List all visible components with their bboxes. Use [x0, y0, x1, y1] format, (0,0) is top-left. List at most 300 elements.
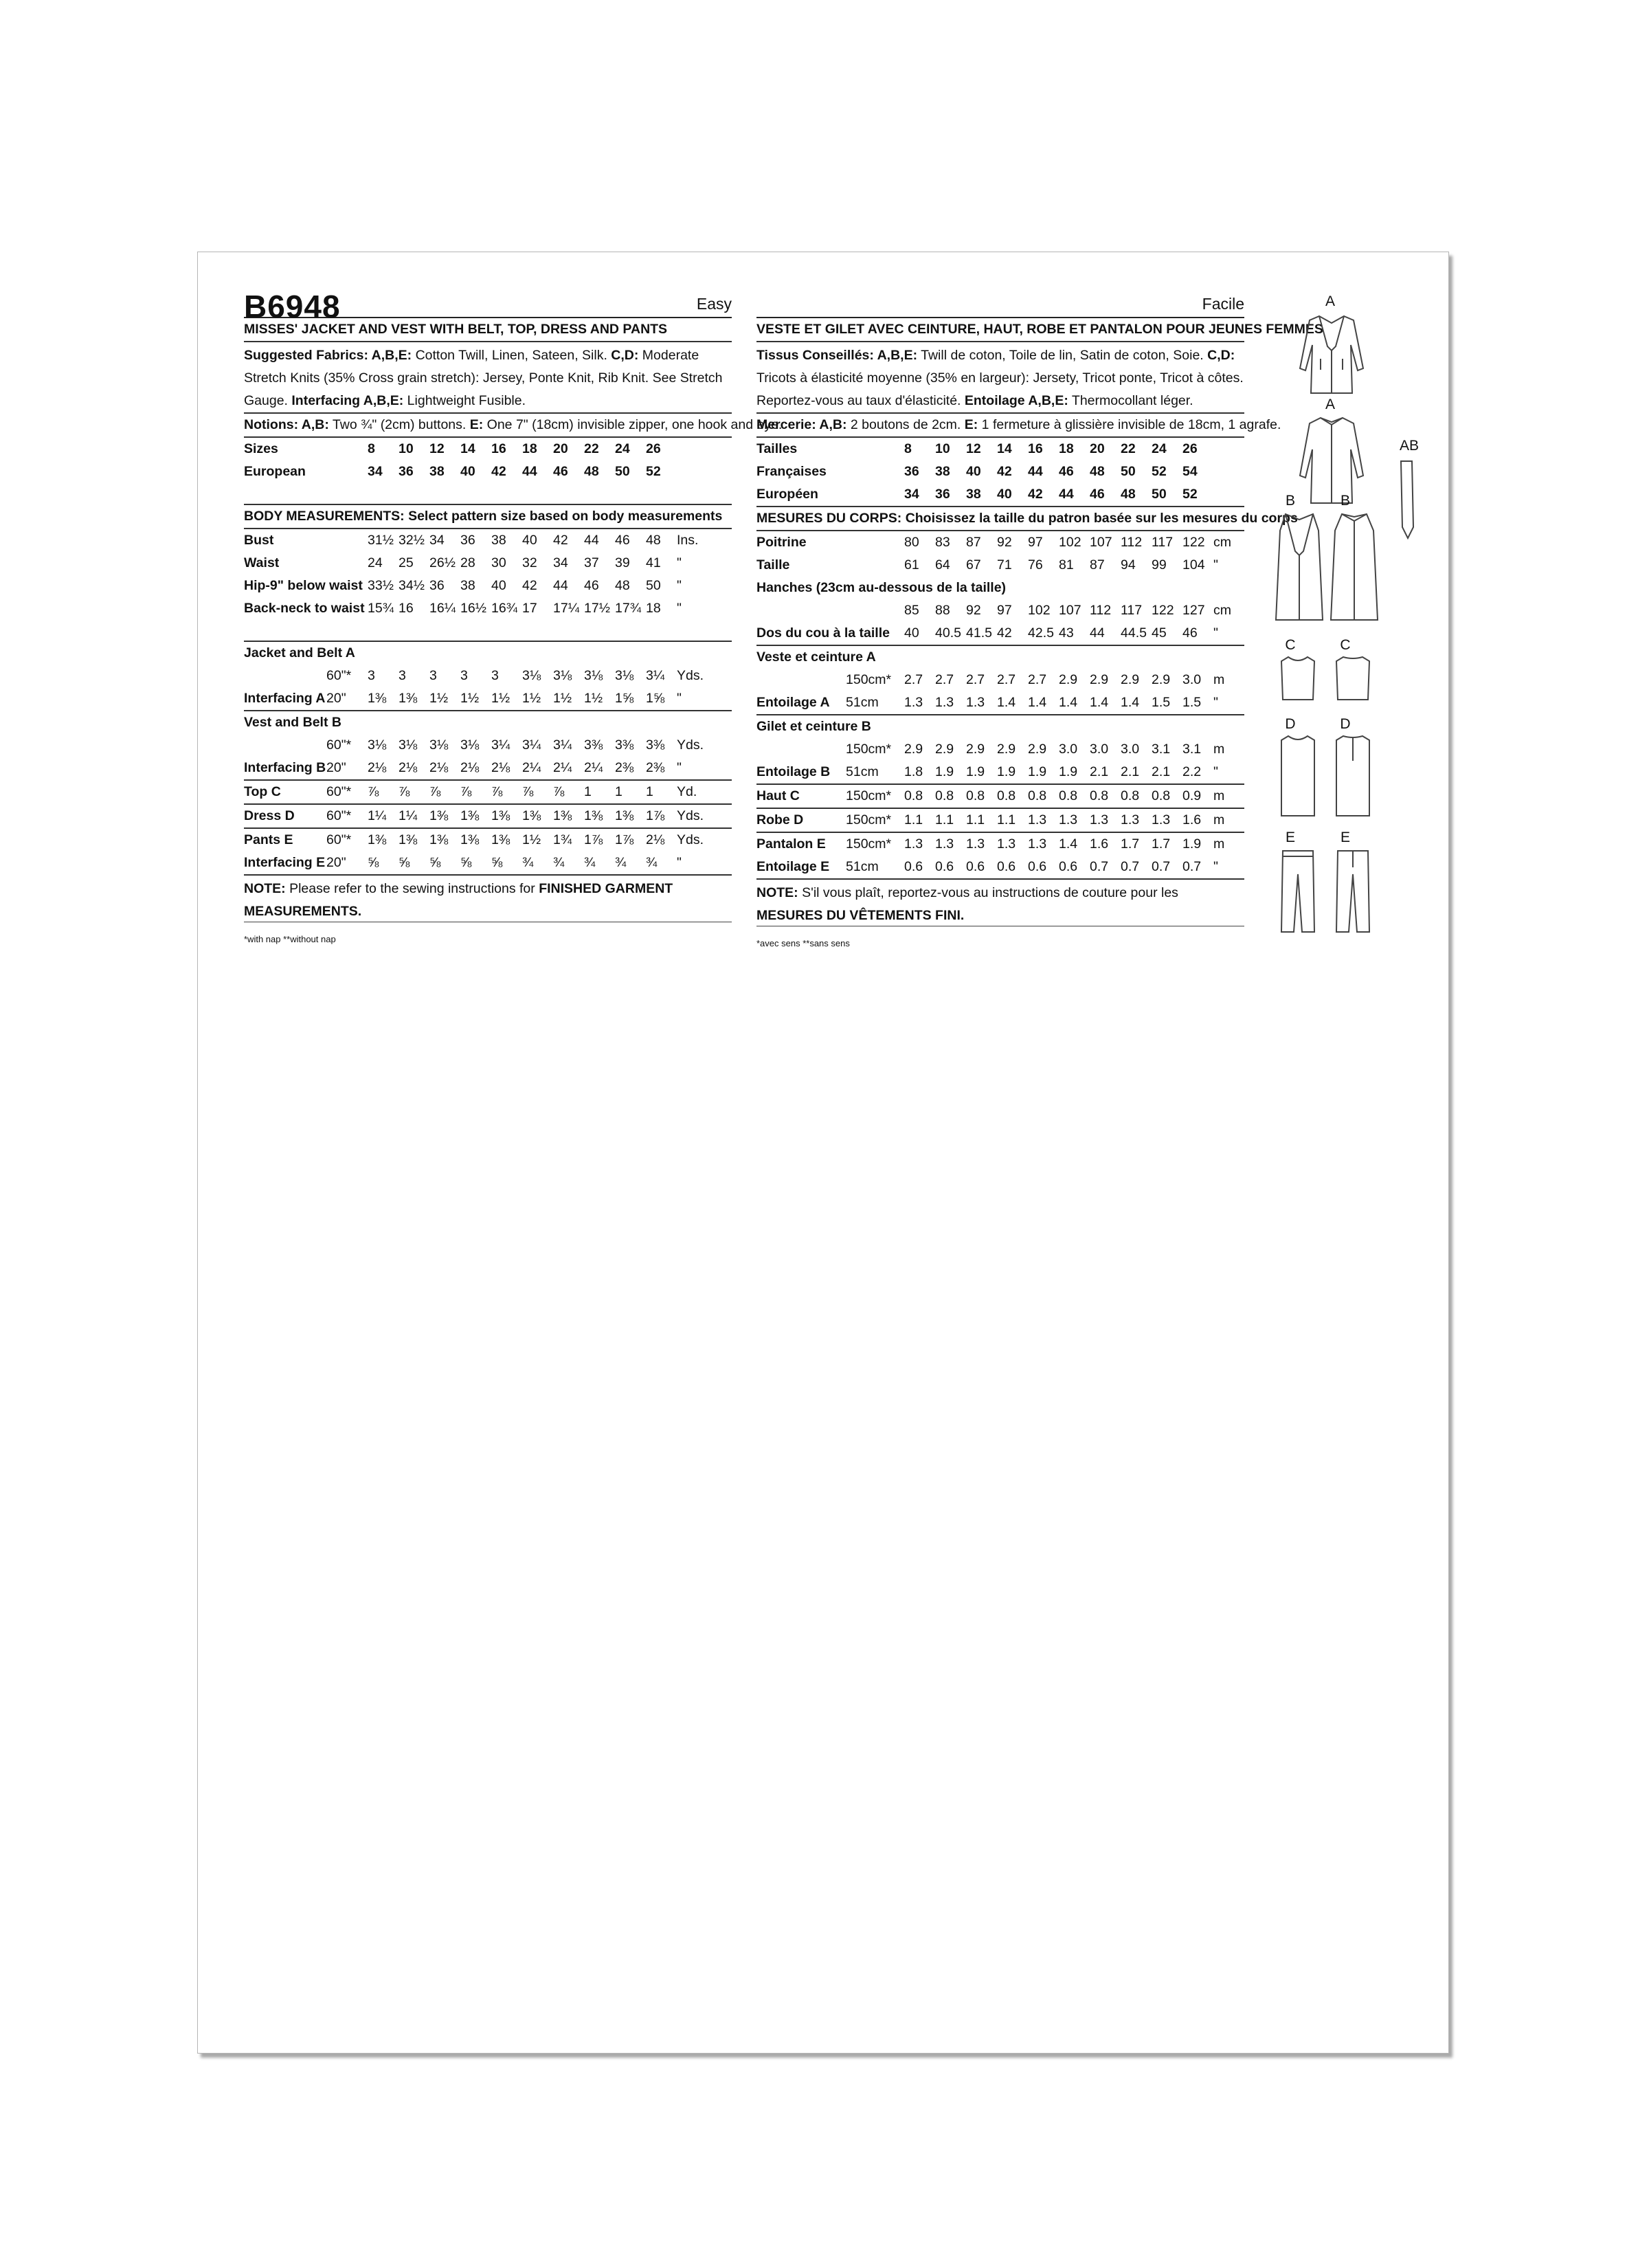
cell-value: 0.6: [997, 859, 1016, 874]
cell-value: 2.9: [997, 742, 1016, 757]
cell-value: 3⅛: [522, 668, 541, 683]
cell-value: 17: [522, 601, 537, 616]
cell-value: 3¼: [491, 737, 511, 753]
cell-value: 48: [1090, 464, 1105, 479]
cell-value: 2.9: [904, 742, 923, 757]
cell-value: 1½: [522, 832, 541, 847]
gilet-title: Gilet et ceinture B: [756, 719, 871, 734]
cell-value: 0.8: [1059, 788, 1078, 803]
row-label: Hip-9" below waist: [244, 578, 363, 593]
cell-value: 94: [1121, 557, 1136, 572]
cell-value: 14: [997, 441, 1012, 456]
cell-value: 50: [1121, 464, 1136, 479]
fabric-width: 60"*: [326, 832, 352, 847]
cell-value: ⅞: [522, 784, 534, 799]
pantalon-e-row: [756, 833, 1244, 856]
cell-value: 3: [429, 668, 437, 683]
cell-value: 52: [1152, 464, 1167, 479]
cell-value: 122: [1182, 535, 1205, 550]
cell-value: 26: [1182, 441, 1198, 456]
cell-value: 1⅜: [553, 808, 572, 823]
cell-value: 1⅜: [584, 808, 603, 823]
european-sizes-row: [244, 460, 732, 483]
cell-value: 1.4: [997, 695, 1016, 710]
cell-value: 0.7: [1152, 859, 1171, 874]
cell-value: 0.8: [966, 788, 985, 803]
cell-value: 3: [460, 668, 468, 683]
dos-row: [756, 622, 1244, 646]
row-label: Interfacing E: [244, 855, 326, 870]
unit: ": [677, 601, 682, 616]
cell-value: 1.6: [1090, 836, 1109, 852]
cell-value: 1⅜: [429, 808, 449, 823]
english-footnote: *with nap **without nap: [244, 934, 336, 944]
row-label: Interfacing A: [244, 691, 326, 706]
cell-value: 1: [615, 784, 622, 799]
cell-value: 48: [646, 533, 661, 548]
cell-value: 1.3: [966, 836, 985, 852]
cell-value: 46: [553, 464, 568, 479]
cell-value: 0.8: [1090, 788, 1109, 803]
cell-value: 3⅛: [368, 737, 387, 753]
unit: ": [1213, 625, 1218, 641]
cell-value: 107: [1059, 603, 1081, 618]
row-label: Entoilage B: [756, 764, 831, 779]
cell-value: 22: [1121, 441, 1136, 456]
cell-value: 0.6: [966, 859, 985, 874]
view-b-label-1: B: [1285, 493, 1295, 509]
fabric-width: 150cm*: [846, 812, 892, 827]
french-header: [756, 284, 1244, 318]
unit: ": [677, 760, 682, 775]
cell-value: 1.9: [997, 764, 1016, 779]
cell-value: ⅞: [368, 784, 379, 799]
view-b-label-2: B: [1340, 493, 1350, 509]
cell-value: 3⅜: [584, 737, 603, 753]
unit: Ins.: [677, 533, 699, 548]
cell-value: 1.9: [966, 764, 985, 779]
cell-value: ¾: [553, 855, 565, 870]
cell-value: 1⅜: [368, 832, 387, 847]
veste-title: Veste et ceinture A: [756, 649, 876, 665]
row-label: Interfacing B: [244, 760, 326, 775]
unit: ": [1213, 695, 1218, 710]
cell-value: 97: [1028, 535, 1043, 550]
vest-b-back-drawing: [1327, 510, 1382, 623]
cell-value: 1.3: [1028, 812, 1047, 827]
unit: m: [1213, 788, 1225, 803]
fabric-width: 20": [326, 855, 346, 870]
cell-value: 38: [491, 533, 506, 548]
cell-value: 1¼: [368, 808, 387, 823]
belt-ab-drawing: [1395, 458, 1423, 541]
cell-value: 26: [646, 441, 661, 456]
cell-value: 0.7: [1182, 859, 1202, 874]
hanches-label: Hanches (23cm au-dessous de la taille): [756, 580, 1007, 595]
cell-value: 44.5: [1121, 625, 1147, 641]
row-label: Européen: [756, 487, 818, 502]
cell-value: 1.9: [1182, 836, 1202, 852]
cell-value: ⅞: [553, 784, 565, 799]
view-c-label-2: C: [1340, 637, 1351, 653]
cell-value: 41: [646, 555, 661, 570]
cell-value: 3: [491, 668, 499, 683]
cell-value: 1¾: [553, 832, 572, 847]
cell-value: 3⅛: [615, 668, 634, 683]
unit: ": [677, 691, 682, 706]
cell-value: 0.9: [1182, 788, 1202, 803]
cell-value: 36: [935, 487, 950, 502]
cell-value: 34: [368, 464, 383, 479]
cell-value: 48: [1121, 487, 1136, 502]
vest-yardage-row: [244, 734, 732, 757]
unit: cm: [1213, 535, 1231, 550]
cell-value: 3⅜: [646, 737, 665, 753]
cell-value: 0.8: [1152, 788, 1171, 803]
cell-value: 1.8: [904, 764, 923, 779]
cell-value: 0.7: [1090, 859, 1109, 874]
cell-value: 2.9: [935, 742, 954, 757]
cell-value: 1.4: [1121, 695, 1140, 710]
cell-value: 1.3: [904, 695, 923, 710]
cell-value: 20: [553, 441, 568, 456]
cell-value: 0.8: [997, 788, 1016, 803]
cell-value: 3⅛: [584, 668, 603, 683]
cell-value: 16¾: [491, 601, 517, 616]
cell-value: 41.5: [966, 625, 992, 641]
cell-value: 1: [646, 784, 653, 799]
cell-value: 3¼: [522, 737, 541, 753]
cell-value: 1⅜: [460, 832, 480, 847]
back-neck-row: [244, 597, 732, 620]
unit: Yds.: [677, 668, 704, 683]
cell-value: 1⅜: [491, 832, 511, 847]
cell-value: 25: [399, 555, 414, 570]
unit: m: [1213, 812, 1225, 827]
row-label: Sizes: [244, 441, 278, 456]
cell-value: 1⅜: [429, 832, 449, 847]
cell-value: 3.0: [1182, 672, 1202, 687]
cell-value: 1.3: [966, 695, 985, 710]
cell-value: 36: [460, 533, 475, 548]
cell-value: ⅞: [460, 784, 472, 799]
fabric-width: 51cm: [846, 695, 879, 710]
cell-value: 1⅜: [368, 691, 387, 706]
cell-value: 42.5: [1028, 625, 1054, 641]
cell-value: 122: [1152, 603, 1174, 618]
cell-value: 1.3: [935, 695, 954, 710]
mercerie: Mercerie: A,B: 2 boutons de 2cm. E: 1 fermeture à glissière invisible de 18cm, 1 agrafe.: [756, 414, 1244, 438]
cell-value: 28: [460, 555, 475, 570]
cell-value: 24: [615, 441, 630, 456]
pantalon-entoilage-row: [756, 856, 1244, 880]
cell-value: 2⅜: [615, 760, 634, 775]
cell-value: 42: [491, 464, 506, 479]
cell-value: 102: [1059, 535, 1081, 550]
cell-value: 85: [904, 603, 919, 618]
cell-value: ¾: [615, 855, 627, 870]
fabric-width: 60"*: [326, 737, 352, 753]
row-label: Entoilage A: [756, 695, 830, 710]
cell-value: 36: [399, 464, 414, 479]
row-label: Entoilage E: [756, 859, 830, 874]
cell-value: 16: [399, 601, 414, 616]
cell-value: 1.5: [1152, 695, 1171, 710]
cell-value: 44: [522, 464, 537, 479]
row-label: Top C: [244, 784, 281, 799]
cell-value: 1.3: [1059, 812, 1078, 827]
haut-c-row: [756, 785, 1244, 809]
row-label: Tailles: [756, 441, 798, 456]
unit: Yds.: [677, 808, 704, 823]
cell-value: 52: [1182, 487, 1198, 502]
cell-value: 0.6: [904, 859, 923, 874]
cell-value: 38: [966, 487, 981, 502]
cell-value: 0.8: [1028, 788, 1047, 803]
pattern-code: B6948: [244, 289, 341, 324]
cell-value: ⅝: [399, 855, 410, 870]
sizes-row: [244, 438, 732, 460]
cell-value: 39: [615, 555, 630, 570]
cell-value: 0.8: [1121, 788, 1140, 803]
cell-value: 10: [399, 441, 414, 456]
cell-value: 3.1: [1182, 742, 1202, 757]
cell-value: 18: [522, 441, 537, 456]
unit: ": [677, 578, 682, 593]
cell-value: 1.3: [1090, 812, 1109, 827]
view-e-label-1: E: [1285, 830, 1295, 845]
cell-value: 10: [935, 441, 950, 456]
cell-value: 17¼: [553, 601, 579, 616]
cell-value: 34: [904, 487, 919, 502]
cell-value: 2.1: [1090, 764, 1109, 779]
cell-value: 83: [935, 535, 950, 550]
cell-value: 2⅛: [429, 760, 449, 775]
veste-entoilage-row: [756, 691, 1244, 715]
cell-value: 2⅛: [646, 832, 665, 847]
cell-value: 1⅜: [615, 808, 634, 823]
unit: Yd.: [677, 784, 697, 799]
cell-value: 1⅞: [646, 808, 665, 823]
bust-row: [244, 529, 732, 552]
cell-value: 107: [1090, 535, 1112, 550]
gilet-entoilage-row: [756, 761, 1244, 785]
robe-d-row: [756, 809, 1244, 833]
cell-value: 44: [584, 533, 599, 548]
view-a-label-2: A: [1325, 397, 1335, 412]
cell-value: 45: [1152, 625, 1167, 641]
row-label: Dress D: [244, 808, 295, 823]
english-note: NOTE: Please refer to the sewing instructions for FINISHED GARMENT MEASUREMENTS.: [244, 881, 673, 919]
cell-value: 1½: [429, 691, 449, 706]
cell-value: 1: [584, 784, 592, 799]
fabric-width: 51cm: [846, 859, 879, 874]
jacket-yardage-row: [244, 665, 732, 687]
top-c-front-drawing: [1277, 654, 1319, 702]
cell-value: 50: [1152, 487, 1167, 502]
row-label: Poitrine: [756, 535, 807, 550]
cell-value: ⅝: [460, 855, 472, 870]
cell-value: 117: [1121, 603, 1143, 618]
cell-value: 1⅜: [460, 808, 480, 823]
cell-value: 2.7: [966, 672, 985, 687]
cell-value: 2.9: [1121, 672, 1140, 687]
cell-value: 1.9: [1059, 764, 1078, 779]
cell-value: 87: [966, 535, 981, 550]
jacket-a-front-drawing: [1297, 311, 1366, 397]
cell-value: 1.7: [1152, 836, 1171, 852]
cell-value: 102: [1028, 603, 1051, 618]
cell-value: 3.0: [1059, 742, 1078, 757]
cell-value: 92: [997, 535, 1012, 550]
cell-value: 44: [553, 578, 568, 593]
cell-value: 3.0: [1121, 742, 1140, 757]
cell-value: 1⅜: [491, 808, 511, 823]
cell-value: 24: [1152, 441, 1167, 456]
cell-value: 54: [1182, 464, 1198, 479]
cell-value: ¾: [522, 855, 534, 870]
cell-value: 22: [584, 441, 599, 456]
cell-value: 64: [935, 557, 950, 572]
cell-value: 1.5: [1182, 695, 1202, 710]
cell-value: 26½: [429, 555, 456, 570]
cell-value: 71: [997, 557, 1012, 572]
cell-value: 2.9: [1028, 742, 1047, 757]
difficulty-level: Easy: [696, 295, 732, 313]
cell-value: 34½: [399, 578, 425, 593]
cell-value: 18: [1059, 441, 1074, 456]
cell-value: 34: [553, 555, 568, 570]
cell-value: 76: [1028, 557, 1043, 572]
technical-drawings: [1272, 293, 1437, 967]
view-d-label-1: D: [1285, 716, 1296, 732]
cell-value: 0.8: [904, 788, 923, 803]
cell-value: 1⅜: [399, 832, 418, 847]
vest-interfacing-row: [244, 757, 732, 781]
cell-value: 61: [904, 557, 919, 572]
dress-d-row: [244, 805, 732, 829]
fabric-width: 60"*: [326, 784, 352, 799]
cell-value: 1⅝: [615, 691, 634, 706]
dress-d-front-drawing: [1277, 733, 1319, 819]
fabric-width: 20": [326, 760, 346, 775]
cell-value: 0.6: [1028, 859, 1047, 874]
cell-value: 1.3: [1152, 812, 1171, 827]
cell-value: 3⅛: [460, 737, 480, 753]
jacket-belt-title: Jacket and Belt A: [244, 645, 355, 660]
row-label: Dos du cou à la taille: [756, 625, 890, 641]
tissus-conseilles: Tissus Conseillés: A,B,E: Twill de coton, Toile de lin, Satin de coton, Soie. C,D: Tricots à élasticité moyenne (35% en largeur): Jersety, Tricot ponte, Tricot à côtes. Reportez-vous au taux d'élasticité. Entoilage A,B,E: Thermocollant léger.: [756, 342, 1244, 414]
cell-value: ⅞: [429, 784, 441, 799]
english-header: [244, 284, 732, 324]
cell-value: 2.7: [904, 672, 923, 687]
cell-value: 104: [1182, 557, 1205, 572]
cell-value: 37: [584, 555, 599, 570]
fabric-width: 60"*: [326, 808, 352, 823]
cell-value: 2.9: [1152, 672, 1171, 687]
unit: ": [1213, 557, 1218, 572]
cell-value: 1⅞: [615, 832, 634, 847]
cell-value: 1½: [553, 691, 572, 706]
cell-value: 1⅝: [646, 691, 665, 706]
cell-value: 46: [1090, 487, 1105, 502]
cell-value: 16: [1028, 441, 1043, 456]
row-label: Pants E: [244, 832, 293, 847]
cell-value: 1⅞: [584, 832, 603, 847]
cell-value: 1.3: [935, 836, 954, 852]
pattern-envelope-back: [197, 252, 1449, 2054]
tailles-row: [756, 438, 1244, 460]
cell-value: 50: [646, 578, 661, 593]
cell-value: 16: [491, 441, 506, 456]
cell-value: 3⅜: [615, 737, 634, 753]
vest-b-front-drawing: [1272, 510, 1327, 623]
suggested-fabrics: Suggested Fabrics: A,B,E: Cotton Twill, Linen, Sateen, Silk. C,D: Moderate Stretch Knits (35% Cross grain stretch): Jersey, Ponte Knit, Rib Knit. See Stretch Gauge. Interfacing A,B,E: Lightweight Fusible.: [244, 342, 732, 414]
unit: Yds.: [677, 737, 704, 753]
waist-row: [244, 552, 732, 575]
cell-value: 16½: [460, 601, 486, 616]
cell-value: 38: [429, 464, 445, 479]
fabric-width: 51cm: [846, 764, 879, 779]
cell-value: 2.1: [1121, 764, 1140, 779]
cell-value: 2⅛: [460, 760, 480, 775]
cell-value: 2.9: [966, 742, 985, 757]
cell-value: 0.6: [935, 859, 954, 874]
unit: ": [677, 555, 682, 570]
cell-value: 1.3: [997, 836, 1016, 852]
row-label: Haut C: [756, 788, 800, 803]
cell-value: 1½: [491, 691, 511, 706]
cell-value: 1½: [522, 691, 541, 706]
cell-value: 1.3: [1028, 836, 1047, 852]
cell-value: 36: [429, 578, 445, 593]
cell-value: ⅝: [368, 855, 379, 870]
cell-value: 1.4: [1028, 695, 1047, 710]
cell-value: 40: [491, 578, 506, 593]
cell-value: 40: [997, 487, 1012, 502]
cell-value: 3: [399, 668, 406, 683]
cell-value: 48: [584, 464, 599, 479]
fabric-width: 20": [326, 691, 346, 706]
cell-value: 36: [904, 464, 919, 479]
top-c-row: [244, 781, 732, 805]
cell-value: 46: [1182, 625, 1198, 641]
cell-value: 17½: [584, 601, 610, 616]
pants-interfacing-row: [244, 852, 732, 876]
cell-value: 52: [646, 464, 661, 479]
cell-value: 8: [368, 441, 375, 456]
fabric-width: 150cm*: [846, 742, 892, 757]
row-label: Pantalon E: [756, 836, 826, 852]
cell-value: 3⅛: [399, 737, 418, 753]
cell-value: 44: [1028, 464, 1043, 479]
cell-value: 2¼: [522, 760, 541, 775]
row-label: Bust: [244, 533, 274, 548]
cell-value: 2.7: [1028, 672, 1047, 687]
francaises-row: [756, 460, 1244, 483]
cell-value: 38: [935, 464, 950, 479]
unit: m: [1213, 836, 1225, 852]
cell-value: 3⅛: [553, 668, 572, 683]
cell-value: 0.8: [935, 788, 954, 803]
cell-value: 1.4: [1059, 836, 1078, 852]
cell-value: 15¾: [368, 601, 394, 616]
cell-value: 40: [522, 533, 537, 548]
row-label: Back-neck to waist: [244, 601, 365, 616]
body-measurements-heading: BODY MEASUREMENTS: Select pattern size based on body measurements: [244, 505, 732, 529]
cell-value: 1.3: [1121, 812, 1140, 827]
cell-value: 112: [1121, 535, 1143, 550]
